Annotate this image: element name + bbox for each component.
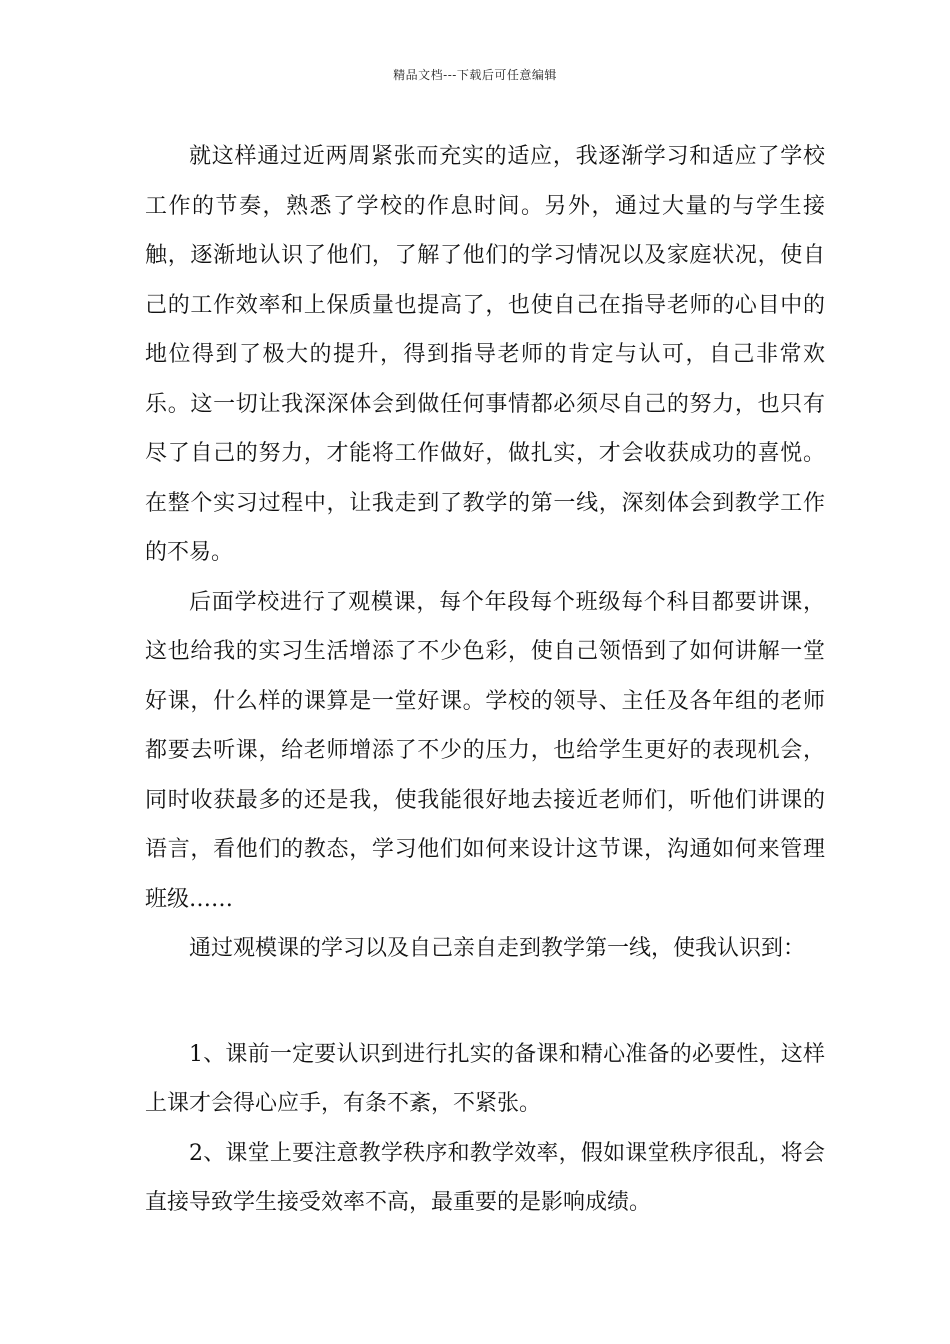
- paragraph-model-lessons: 后面学校进行了观模课，每个年段每个班级每个科目都要讲课，这也给我的实习生活增添了不少色彩，使自己领悟到了如何讲解一堂好课，什么样的课算是一堂好课。学校的领导、主任及各年组的老师都要去听课，给老师增添了不少的压力，也给学生更好的表现机会，同时收获最多的还是我，使我能很好地去接近老师们，听他们讲课的语言，看他们的教态，学习他们如何来设计这节课，沟通如何来管理班级……: [145, 589, 825, 912]
- list-item-2: 2、课堂上要注意教学秩序和教学效率，假如课堂秩序很乱，将会直接导致学生接受效率不高，最重要的是影响成绩。: [145, 1140, 825, 1215]
- document-body: [145, 132, 825, 1228]
- page-header: 精品文档---下载后可任意编辑: [393, 68, 557, 82]
- list-item-1: 1、课前一定要认识到进行扎实的备课和精心准备的必要性，这样上课才会得心应手，有条不紊，不紧张。: [145, 1041, 825, 1116]
- paragraph-realization-intro: 通过观模课的学习以及自己亲自走到教学第一线，使我认识到：: [189, 936, 806, 961]
- blank-line: [145, 974, 825, 1030]
- paragraph-adaptation: 就这样通过近两周紧张而充实的适应，我逐渐学习和适应了学校工作的节奏，熟悉了学校的作息时间。另外，通过大量的与学生接触，逐渐地认识了他们，了解了他们的学习情况以及家庭状况，使自己的工作效率和上保质量也提高了，也使自己在指导老师的心目中的地位得到了极大的提升，得到指导老师的肯定与认可，自己非常欢乐。这一切让我深深体会到做任何事情都必须尽自己的努力，也只有尽了自己的努力，才能将工作做好，做扎实，才会收获成功的喜悦。在整个实习过程中，让我走到了教学的第一线，深刻体会到教学工作的不易。: [145, 144, 825, 565]
